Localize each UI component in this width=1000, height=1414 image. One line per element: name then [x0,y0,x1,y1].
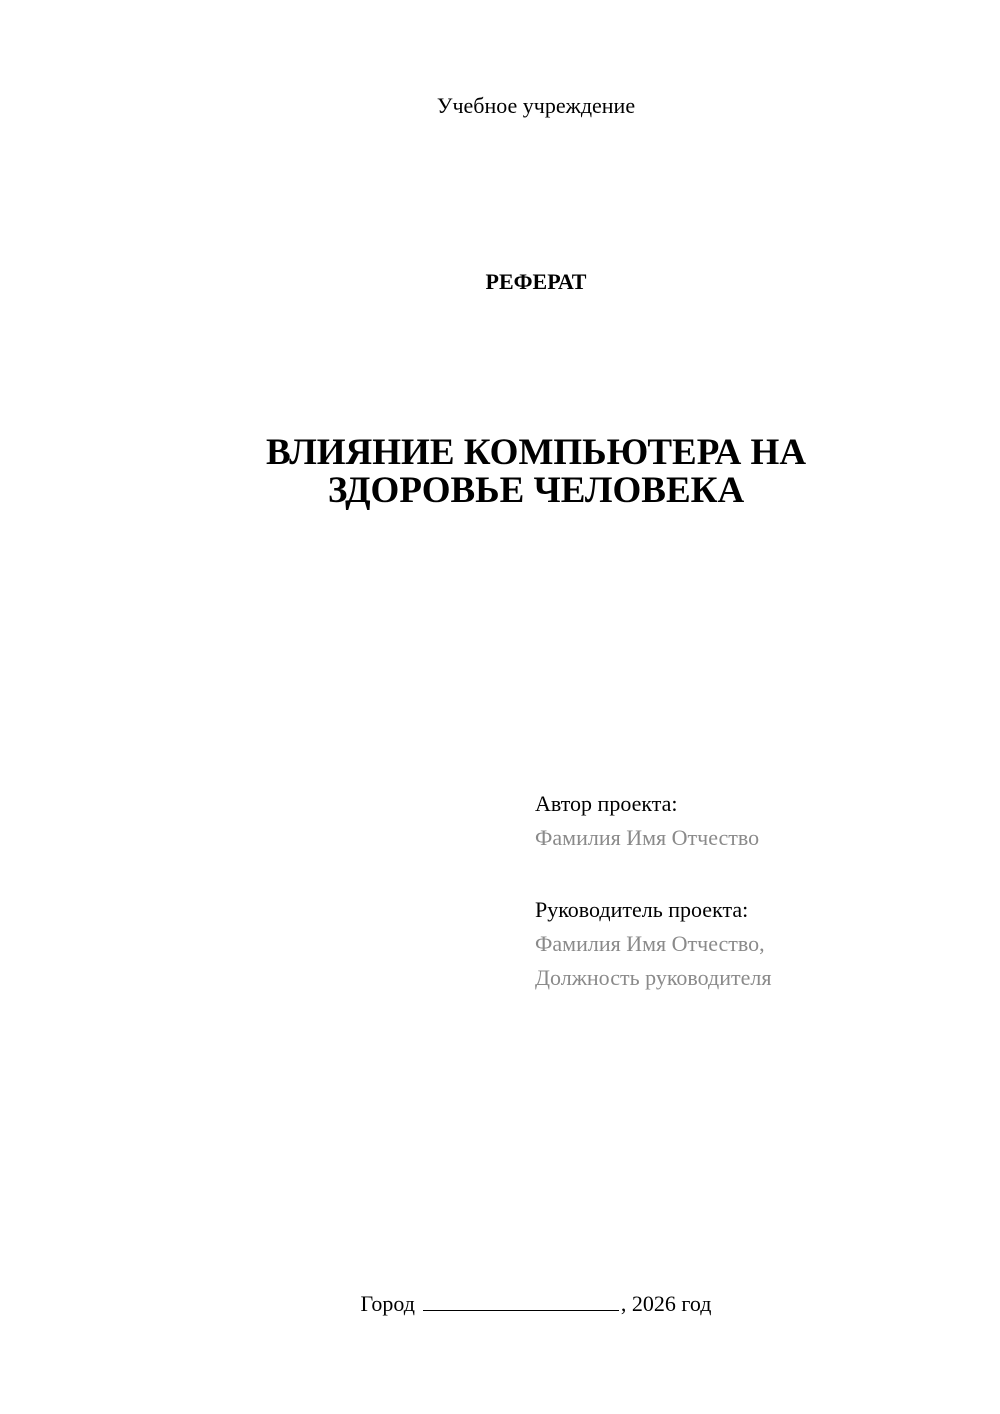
city-label: Город [360,1291,415,1316]
year-text: , 2026 год [620,1291,712,1316]
supervisor-block [535,893,975,995]
author-label: Автор проекта: [535,791,678,816]
author-name: Фамилия Имя Отчество [535,825,760,850]
supervisor-position: Должность руководителя [535,965,772,990]
document-type: РЕФЕРАТ [485,269,587,294]
supervisor-label: Руководитель проекта: [535,897,749,922]
document-title-line-1: ВЛИЯНИЕ КОМПЬЮТЕРА НА [265,432,807,473]
document-title-line-2: ЗДОРОВЬЕ ЧЕЛОВЕКА [327,470,745,511]
document-title [0,434,1000,510]
institution-name: Учебное учреждение [436,93,636,118]
city-blank-underline [423,1290,619,1311]
supervisor-name: Фамилия Имя Отчество, [535,931,765,956]
city-year-line [0,1290,1000,1318]
author-block [535,787,975,855]
signature-block [535,787,975,1033]
